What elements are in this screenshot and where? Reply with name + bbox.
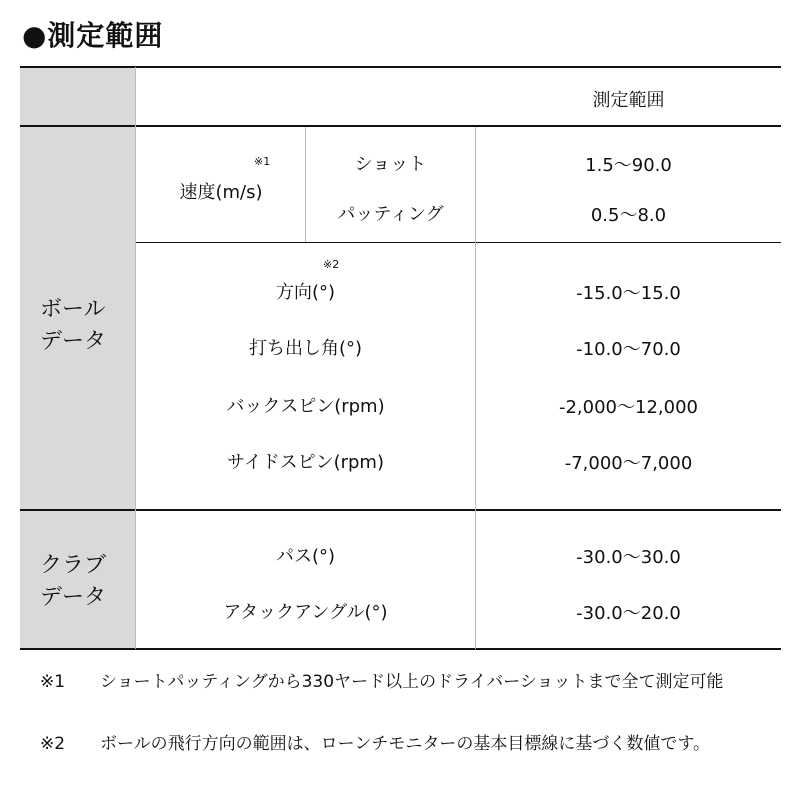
sidespin-value: -7,000〜7,000 bbox=[564, 453, 693, 474]
footnote-2 bbox=[40, 730, 780, 786]
ball-category-label bbox=[40, 294, 106, 358]
direction-note-mark: ※2 bbox=[323, 258, 340, 271]
header-measurement-range: 測定範囲 bbox=[592, 90, 665, 111]
club-category-line2: データ bbox=[40, 585, 107, 610]
backspin-label: バックスピン(rpm) bbox=[226, 396, 385, 417]
speed-label: 速度(m/s) bbox=[179, 182, 263, 203]
attack-angle-label: アタックアングル(°) bbox=[223, 602, 388, 623]
backspin-value: -2,000〜12,000 bbox=[558, 397, 698, 418]
speed-putting-label: パッティング bbox=[337, 204, 444, 225]
direction-label: 方向(°) bbox=[275, 282, 336, 303]
footnote-2-mark: ※2 bbox=[40, 734, 66, 754]
ball-category-line2: データ bbox=[40, 329, 107, 354]
speed-shot-label: ショット bbox=[354, 154, 427, 175]
path-label: パス(°) bbox=[275, 546, 336, 567]
footnote-1-text: ショートパッティングから330ヤード以上のドライバーショットまで全て測定可能 bbox=[100, 672, 724, 692]
speed-bottom-border bbox=[135, 242, 781, 243]
page-title: ●測定範囲 bbox=[22, 19, 164, 52]
direction-value: -15.0〜15.0 bbox=[576, 283, 681, 304]
footnote-1-mark: ※1 bbox=[40, 672, 66, 692]
speed-note-mark: ※1 bbox=[254, 155, 271, 168]
club-category-line1: クラブ bbox=[40, 553, 107, 578]
attack-angle-value: -30.0〜20.0 bbox=[576, 603, 681, 624]
speed-shot-value: 1.5〜90.0 bbox=[585, 155, 672, 176]
footnote-1 bbox=[40, 668, 780, 724]
ball-category-line1: ボール bbox=[40, 297, 106, 322]
speed-putting-value: 0.5〜8.0 bbox=[590, 205, 667, 226]
path-value: -30.0〜30.0 bbox=[576, 547, 681, 568]
launch-angle-label: 打ち出し角(°) bbox=[248, 338, 363, 359]
launch-angle-value: -10.0〜70.0 bbox=[576, 339, 681, 360]
sidespin-label: サイドスピン(rpm) bbox=[227, 452, 384, 473]
header-category-cell bbox=[20, 67, 135, 125]
footnote-2-text: ボールの飛行方向の範囲は、ローンチモニターの基本目標線に基づく数値です。 bbox=[100, 734, 710, 754]
club-category-label bbox=[40, 550, 106, 614]
